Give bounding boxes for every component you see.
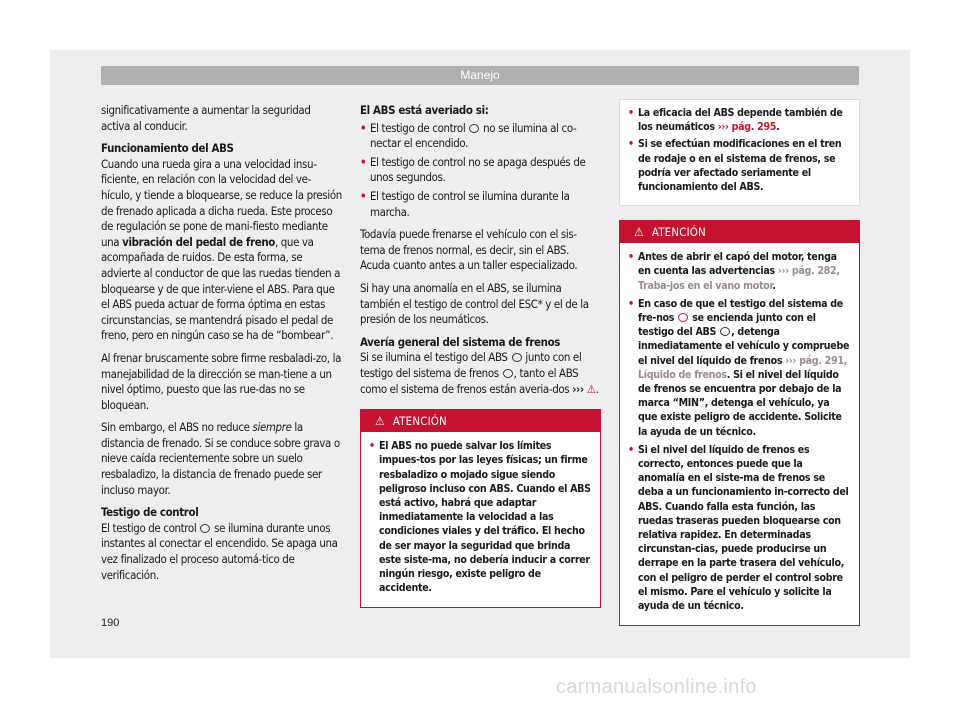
warning-box-body	[361, 432, 600, 607]
paragraph: El testigo de control se ilumina durante unos instantes al conectar el encendido. Se apaga una vez finalizado el proceso automá-tico de verificación.	[101, 520, 338, 582]
warning-box-header: ⚠ ATENCIÓN	[361, 410, 600, 432]
warning-triangle-icon: ⚠	[586, 381, 596, 396]
heading-abs-faulty: El ABS está averiado si:	[360, 103, 489, 117]
section-header: Manejo	[101, 66, 859, 85]
abs-warning-light-icon	[720, 327, 730, 336]
watermark: carmanualsonline.info	[556, 676, 757, 698]
column-middle	[360, 103, 601, 608]
abs-warning-light-icon	[200, 524, 210, 533]
info-box	[619, 99, 860, 206]
column-right	[619, 99, 860, 626]
list-item: • En caso de que el testigo del sistema de fre-nos se encienda junto con el testigo del ABS , detenga inmediatamente el vehículo y compruebe el nivel del líquido de frenos ››› pág. 291, Líquido de frenos. Si el nivel del líquido de frenos se encuentra por debajo de la marca “MIN”, detenga el vehículo, ya que existe peligro de accidente. Solicite la ayuda de un técnico.	[628, 297, 851, 439]
column-left	[101, 103, 342, 590]
list-item: • Si se efectúan modificaciones en el tren de rodaje o en el sistema de frenos, se podría ver afectado seriamente el funcionamiento del ABS.	[628, 137, 851, 194]
list-item: • El testigo de control no se ilumina al co-nectar el encendido.	[360, 121, 601, 152]
warning-box-header: ⚠ ATENCIÓN	[620, 221, 859, 243]
paragraph: significativamente a aumentar la seguridad activa al conducir.	[101, 103, 311, 133]
page-number: 190	[101, 617, 120, 629]
warning-box	[360, 409, 601, 608]
paragraph: Todavía puede frenarse el vehículo con el sis-tema de frenos normal, es decir, sin el ABS. Acuda cuanto antes a un taller especializado.	[360, 227, 578, 273]
paragraph: Cuando una rueda gira a una velocidad insu-ficiente, en relación con la velocidad del ve-hículo, y tiende a bloquearse, se reduce la presión de frenado aplicada a dicha rueda. Este proceso de regulación se pone de mani-fiesto mediante una vibración del pedal de freno, que va acompañada de ruidos. De esta forma, se advierte al conductor de que las ruedas tienden a bloquearse y de que inter-viene el ABS. Para que el ABS pueda actuar de forma óptima en estas circunstancias, se mantendrá pisado el pedal de freno, pero en ningún caso se ha de “bombear”.	[101, 156, 342, 343]
heading-brake-system-fault: Avería general del sistema de frenos	[360, 334, 561, 349]
warning-triangle-icon: ⚠	[634, 225, 644, 240]
heading-warning-light: Testigo de control	[101, 505, 199, 520]
warning-triangle-icon: ⚠	[375, 414, 385, 429]
paragraph: Si se ilumina el testigo del ABS junto con el testigo del sistema de frenos , tanto el ABS como el sistema de frenos están averia-dos ››› ⚠.	[360, 350, 599, 396]
heading-abs-function: Funcionamiento del ABS	[101, 141, 234, 156]
list-item: • La eficacia del ABS depende también de los neumáticos ››› pág. 295.	[628, 106, 851, 134]
warning-box-body	[620, 243, 859, 625]
list-item: • El testigo de control se ilumina durante la marcha.	[360, 189, 601, 220]
paragraph: Sin embargo, el ABS no reduce siempre la distancia de frenado. Si se conduce sobre grava o nieve caída recientemente sobre un suelo resbaladizo, la distancia de frenado puede ser incluso mayor.	[101, 420, 340, 497]
abs-warning-light-icon	[469, 124, 479, 133]
list-item: • Si el nivel del líquido de frenos es correcto, entonces puede que la anomalía en el siste-ma de frenos se deba a un funcionamiento in-correcto del ABS. Cuando falla esta función, las ruedas traseras pueden bloquearse con relativa rapidez. En determinadas circunstan-cias, puede producirse un derrape en la parte trasera del vehículo, con el peligro de perder el control sobre el mismo. Pare el vehículo y solicite la ayuda de un técnico.	[628, 443, 851, 613]
warning-box	[619, 220, 860, 626]
paragraph: Si hay una anomalía en el ABS, se ilumina también el testigo de control del ESC* y el de la presión de los neumáticos.	[360, 280, 589, 327]
list-item: • Antes de abrir el capó del motor, tenga en cuenta las advertencias ››› pág. 282, Traba-jos en el vano motor.	[628, 250, 851, 293]
abs-warning-light-icon	[512, 353, 522, 362]
brake-warning-light-icon	[678, 313, 688, 322]
brake-warning-light-icon	[503, 369, 513, 378]
paragraph: Al frenar bruscamente sobre firme resbaladi-zo, la manejabilidad de la dirección se man-tiene a un nivel óptimo, puesto que las rue-das no se bloquean.	[101, 350, 342, 412]
list-item: • El testigo de control no se apaga después de unos segundos.	[360, 155, 601, 186]
list-item: • El ABS no puede salvar los límites impues-tos por las leyes físicas; un firme resbaladizo o mojado sigue siendo peligroso incluso con ABS. Cuando el ABS está activo, habrá que adaptar inmediatamente la velocidad a las condiciones viales y del tráfico. El hecho de ser mayor la seguridad que brinda este siste-ma, no debería inducir a correr ningún riesgo, existe peligro de accidente.	[369, 439, 592, 595]
